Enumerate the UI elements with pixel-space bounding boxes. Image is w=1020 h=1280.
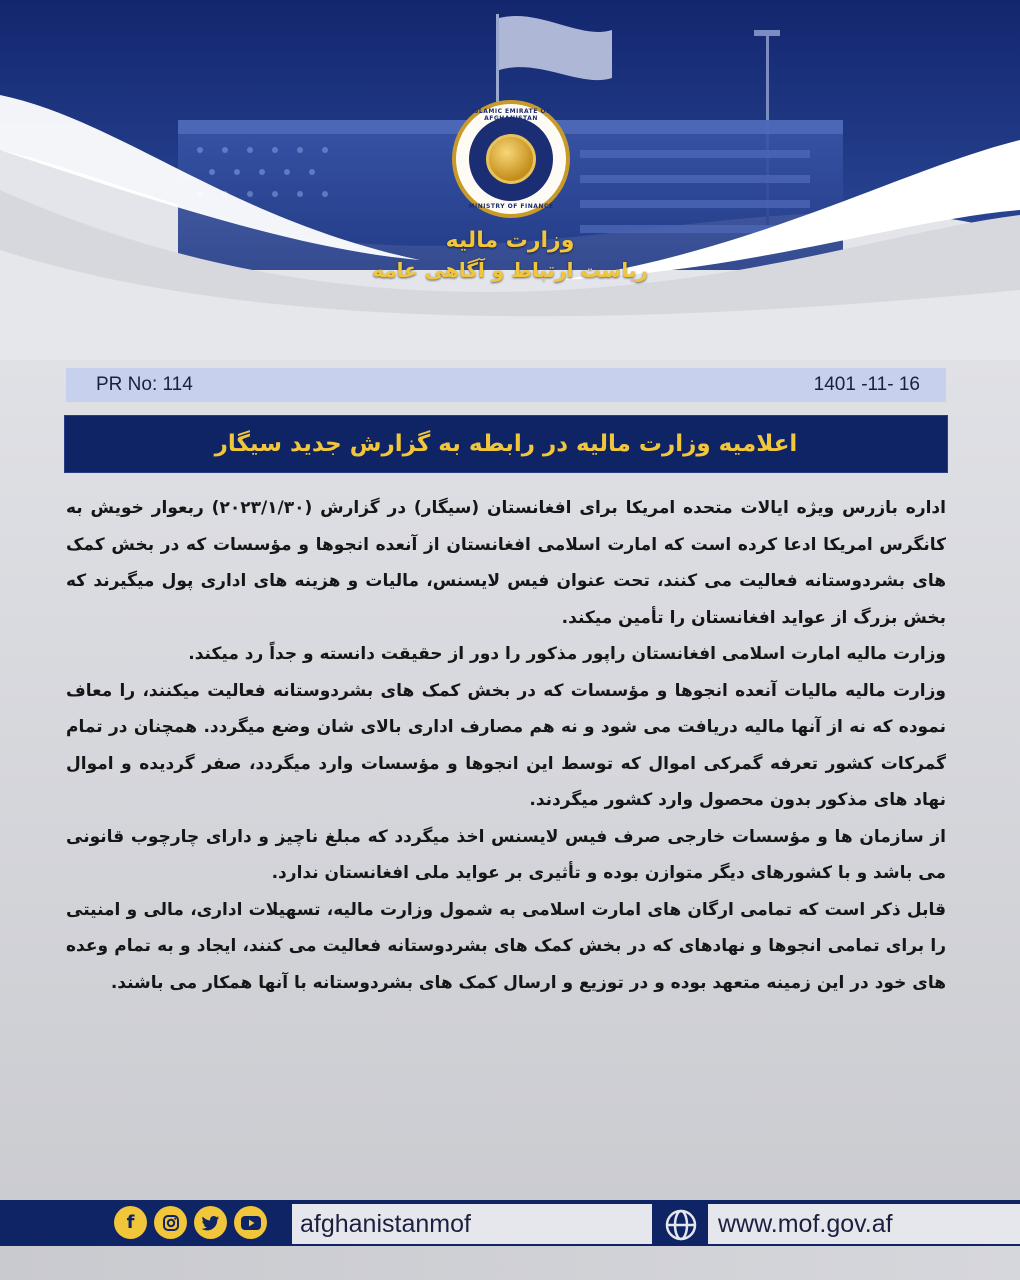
paragraph: وزارت مالیه امارت اسلامی افغانستان راپور مذکور را دور از حقیقت دانسته و جداً رد میکند. (188, 644, 946, 664)
youtube-icon[interactable] (234, 1206, 267, 1239)
website-text: www.mof.gov.af (718, 1209, 893, 1238)
logo-text-bottom: MINISTRY OF FINANCE (468, 203, 554, 210)
facebook-icon[interactable]: f (114, 1206, 147, 1239)
announcement-title-bar (64, 415, 948, 473)
paragraph: از سازمان ها و مؤسسات خارجی صرف فیس لایسنس اخذ میگردد که مبلغ ناچیز و دارای چارچوب قانونی می باشد و با کشورهای دیگر متوازن بوده و تأثیری بر عواید ملی افغانستان ندارد. (66, 826, 946, 883)
coin-icon (486, 134, 536, 184)
paragraph: اداره بازرس ویژه ایالات متحده امریکا برای افغانستان (سیگار) در گزارش (۲۰۲۳/۱/۳۰) ربعوار خویش به کانگرس امریکا ادعا کرده است که امارت اسلامی افغانستان از آنعده انجوها و مؤسسات که در بخش کمک های بشردوستانه فعالیت می کنند، تحت عنوان فیس لایسنس، مالیات و هزینه های اداری پول میگیرند که بخش بزرگ از عواید افغانستان را تأمین میکند. (66, 498, 946, 628)
announcement-title: اعلامیه وزارت مالیه در رابطه به گزارش جدید سیگار (214, 431, 798, 457)
header-banner (0, 0, 1020, 360)
footer-strip (0, 1246, 1020, 1280)
globe-icon (664, 1208, 698, 1242)
ministry-name: وزارت مالیه (445, 228, 575, 253)
social-handle-text: afghanistanmof (300, 1209, 471, 1238)
announcement-body (66, 490, 946, 1001)
logo-emblem (469, 117, 553, 201)
pr-number: PR No: 114 (96, 374, 193, 395)
department-name: ریاست ارتباط و آگاهی عامه (372, 258, 648, 282)
social-icons (114, 1206, 267, 1239)
website-link[interactable] (708, 1204, 1020, 1244)
instagram-icon[interactable] (154, 1206, 187, 1239)
pr-date: 1401 -11- 16 (813, 374, 920, 395)
paragraph: قابل ذکر است که تمامی ارگان های امارت اسلامی به شمول وزارت مالیه، تسهیلات اداری، مالی و امنیتی را برای تمامی انجوها و نهادهای که در بخش کمک های بشردوستانه فعالیت می کنند، ایجاد و به تمام وعده های خود در این زمینه متعهد بوده و در توزیع و ارسال کمک های بشردوستانه با آنها همکار می باشند. (66, 899, 946, 993)
ministry-title (360, 226, 660, 284)
paragraph: وزارت مالیه مالیات آنعده انجوها و مؤسسات که در بخش کمک های بشردوستانه فعالیت میکنند، را معاف نموده که نه از آنها مالیه دریافت می شود و نه هم مصارف اداری بالای شان وضع میگردد. همچنان در تمام گمرکات کشور تعرفه گمرکی اموال که توسط این انجوها و مؤسسات وارد میگردد، صفر گردیده و اموال نهاد های مذکور بدون محصول وارد کشور میگردند. (66, 680, 946, 810)
logo-text-top: ISLAMIC EMIRATE OF AFGHANISTAN (471, 108, 551, 122)
press-release-bar (66, 368, 946, 402)
ministry-logo (452, 100, 570, 218)
social-handle[interactable] (292, 1204, 652, 1244)
twitter-icon[interactable] (194, 1206, 227, 1239)
